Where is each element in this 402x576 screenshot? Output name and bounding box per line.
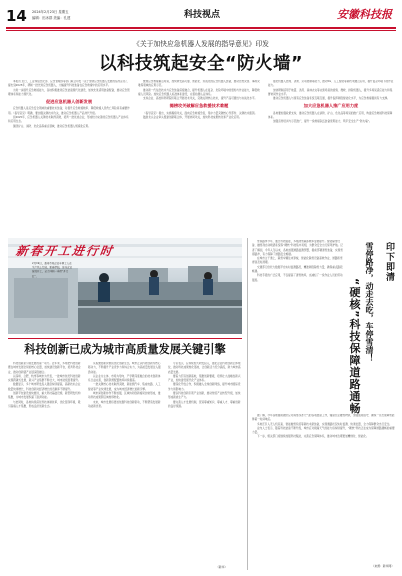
article1-subhead-1: 促进应急机器人创新发展 [45, 99, 93, 105]
column-divider [247, 238, 248, 570]
sidebar-credit: （来源：新华网） [371, 564, 394, 568]
article2-col2: 从集聚创新资源到优化创新生态，城市正以科技创新为核心驱动力，不断提升产业竞争力和综合实力，为高质量发展注入强劲动能。 以企业为主体、市场为导向、产学研深度融合的技术创新体系日益完善，创新资源配置效率持续提高。 一批关键核心技术取得突破，新能源汽车、集成电路、人工智能等产业快速发展，成为城市经济增长的新引擎。 城市间创新协作不断加强，区域协同创新格局加快形成，推动科技成果跨区域转移转化。 未来，城市发展将更加依靠科技创新驱动，不断塑造发展新动能新优势。 [88, 362, 161, 408]
sidebar-body-upper: 雪停路净今年，通过科技赋能，多地清雪除冰效率显著提升。智能除雪设备、融雪剂自动喷洒系统等“硬核”科技集中亮相，为群众安全出行保驾护航。记者了解到，今年入冬以来，各地加强道路监测预警，提前部署清雪装备，实现雪停路净，有力保障了道路安全畅通。 在城市主干道上，除雪车辆往来穿梭，智能化除雪设备高效作业，道路积雪得到及时清理。 交通部门依托大数据平台实时监测路况，精准调度除雪力量，确保重点路段畅通。 科技手段的广泛应用，不仅提高了清雪效率，也减轻了一线作业人员的劳动强度。 [252, 240, 343, 282]
article1-col1: 本报讯 近日，工业和信息化部、应急管理部等部门联合印发《关于加快应急机器人发展的指导意见》，提出到2025年，研制一批先进应急机器人，大幅提升科技装备在应急救援中的应用水平。 为进一步提升应急救援能力，各地积极推进应急装备现代化建设，加快先进适用装备配备，推动应急管理体系和能力现代化。 促进应急机器人创新发展 应急机器人是应急安全领域的重要技术装备，对提升应急救援效率、降低救援人员伤亡风险具有重要作用。《指导意见》明确，要加强关键技术攻关，推动应急机器人产品迭代升级。 到2025年，应急机器人关键技术取得突破，培育一批优质企业，形成较为完善的应急机器人产业体系和应用生态。 围绕矿山、消防、危化品等重点领域，推动应急机器人规模化应用。 [8, 80, 130, 128]
article1-col3: 强化机器人感知、决策、运动控制等能力，推动5G、人工智能等新技术融合应用，提升复杂环境下的作业能力。 加快研制适用于地震、洪涝、森林火灾等灾害场景的侦察、搜救、排险机器人，提升多场景适应能力和集群协同作业水平。 推动应急机器人与现有应急装备系统互联互通，提升指挥调度智能化水平，为应急救援提供有力支撑。 加大应急机器人推广应用力度 各地要加强政策支持，推动应急机器人在消防、矿山、危化品等场景的推广应用，构建应急救援科技保障体系。 加强宣传培训与示范推广，提升一线救援队伍装备使用能力，筑牢安全生产“防火墙”。 [268, 80, 394, 124]
section-title: 科技视点 [184, 10, 221, 20]
editor-line: 编辑：田冰群 美编：孔建 [32, 16, 71, 20]
masthead-rule-thin [6, 30, 396, 31]
sidebar-vertical-title-2b: 雪停路净，动走去吃，车停雪清！ [365, 242, 374, 362]
article2-headline: 科技创新已成为城市高质量发展关键引擎 [24, 343, 226, 356]
article1-subhead-3: 加大应急机器人推广应用力度 [303, 103, 359, 109]
sidebar-body-lower: 据了解，今年各地提前做好应对雨雪冰冻天气的各项准备工作，储备充足融雪物资，加强值班值守，确保一旦出现降雪能够第一时间响应。 多地还引入无人机巡查、智能融雪系统等新技术新装备，实现道路状况实时监测、快速处置，全力保障群众出行安全。 业内人士表示，随着科技装备不断升级，城市应对极端天气的能力将持续提升，“硬核”科技正在成为保障道路通畅的重要力量。 下一步，相关部门将继续加强科技赋能，完善应急保障体系，推动城市治理更加精细化、智能化。 [252, 414, 395, 439]
article2-para: 专家表示，应持续加大研发投入，强化企业科技创新主体地位，推动科技成果转化落地，让创新活力充分涌流，助力城市高质量发展。 [168, 362, 241, 374]
article1-para: 各地要加强政策支持，推动应急机器人在消防、矿山、危化品等场景的推广应用，构建应急救援科技保障体系。 [268, 111, 393, 120]
article2-rule [8, 338, 242, 339]
sidebar-vertical-title-1: 印下即清 [384, 242, 394, 282]
article1-col2: 聚焦应急救援重点场景，加快研发高可靠、智能化、实战化的应急机器人装备，推动自然灾害、事故灾难等领域的应用示范。 推动新一代信息技术与应急装备深度融合，提升机器人在复杂、危险环境中的感知与作业能力，降低救援人员风险。加快应急机器人标准体系建设，完善检测认证体系。 支持企业、高校和科研院所联合开展技术攻关，突破关键核心技术，提升产品可靠性与实战化水平。 揭榜攻关破解应急救援技术难题 《指导意见》提出，实施揭榜攻关，面向应急救援急需，集中力量突破核心零部件、关键技术瓶颈。 鼓励龙头企业牵头组建创新联合体，开展协同攻关，加快科技成果转化和产业化应用。 [138, 80, 260, 120]
photo-caption: 2月19日，滁州市某企业车间工人在生产线上忙碌。新春伊始，各地企业抢抓开工，全力冲刺一季度“开门红”。 [32, 262, 72, 278]
article1-lead: 本报讯 近日，工业和信息化部、应急管理部等部门联合印发《关于加快应急机器人发展的指导意见》，提出到2025年，研制一批先进应急机器人，大幅提升科技装备在应急救援中的应用水平。 [8, 80, 130, 88]
article2-para: 从集聚创新资源到优化创新生态，城市正以科技创新为核心驱动力，不断提升产业竞争力和综合实力，为高质量发展注入强劲动能。 [88, 362, 161, 374]
paper-name: 安徽科技报 [337, 8, 392, 21]
page-number: 14 [6, 7, 27, 25]
sidebar-vertical-title-2: “硬核”科技保障道路通畅 [348, 278, 361, 415]
article1-para: 聚焦应急救援重点场景，加快研发高可靠、智能化、实战化的应急机器人装备，推动自然灾害、事故灾难等领域的应用示范。 [138, 80, 260, 88]
masthead-rule [6, 27, 396, 29]
date-line: 2024年2月23日 星期五 [32, 10, 69, 14]
article2-col3: 专家表示，应持续加大研发投入，强化企业科技创新主体地位，推动科技成果转化落地，让创新活力充分涌流，助力城市高质量发展。 要着力打造创新高地，集聚创新要素，培育壮大战略性新兴产业，加快建设现代化产业体系。 要深化开放合作，积极融入全球创新网络，提升城市国际竞争力和影响力。 要以科技创新引领产业创新，推动传统产业转型升级，加快形成新质生产力。 要完善人才发展机制，营造尊重知识、尊重人才、尊重创新的良好氛围。 [168, 362, 241, 408]
article2-source: （新华） [216, 565, 228, 569]
main-headline: 以科技筑起安全“防火墙” [98, 54, 303, 74]
masthead [6, 6, 396, 28]
sidebar-body: 雪停路净今年，通过科技赋能，多地清雪除冰效率显著提升。智能除雪设备、融雪剂自动喷洒系统等“硬核”科技集中亮相，为群众安全出行保驾护航。记者了解到，今年入冬以来，各地加强道路监测预警，提前部署清雪装备，实现雪停路净，有力保障了道路安全畅通。 [252, 240, 343, 256]
article1-para: 《指导意见》提出，实施揭榜攻关，面向应急救援急需，集中力量突破核心零部件、关键技术瓶颈。 [143, 111, 258, 115]
kicker: 《关于加快应急机器人发展的指导意见》印发 [133, 40, 269, 48]
article2-para: 科技创新是引领发展的第一动力。近年来，多地把科技创新摆在城市发展全局的核心位置，加快建设创新平台，培育科技企业，推动创新链产业链深度融合。 [8, 362, 81, 374]
photo-watermark: 新春开工进行时 [14, 244, 115, 258]
article1-para: 应急机器人是应急安全领域的重要技术装备，对提升应急救援效率、降低救援人员伤亡风险具有重要作用。《指导意见》明确，要加强关键技术攻关，推动应急机器人产品迭代升级。 [8, 107, 130, 115]
article2-col1: 科技创新是引领发展的第一动力。近年来，多地把科技创新摆在城市发展全局的核心位置，加快建设创新平台，培育科技企业，推动创新链产业链深度融合。 以深圳、合肥、杭州等城市为代表，一批城市依托科技创新实现跨越式发展，新兴产业集群不断壮大，城市能级显著提升。 数据显示，多个城市研发投入强度持续提高，高新技术企业数量快速增长，科技创新对经济增长的贡献率不断提升。 创新平台建设加快推进，重大科技基础设施、新型研发机构集聚，为城市发展积蓄了澎湃动能。 与此同时，各地持续深化科技体制改革，优化营商环境，吸引高端人才集聚，形成良好创新生态。 [8, 362, 81, 408]
article1-subhead-2: 揭榜攻关破解应急救援技术难题 [169, 103, 229, 109]
article1-para: 强化机器人感知、决策、运动控制等能力，推动5G、人工智能等新技术融合应用，提升复杂环境下的作业能力。 [268, 80, 394, 88]
sidebar-article [252, 238, 396, 570]
